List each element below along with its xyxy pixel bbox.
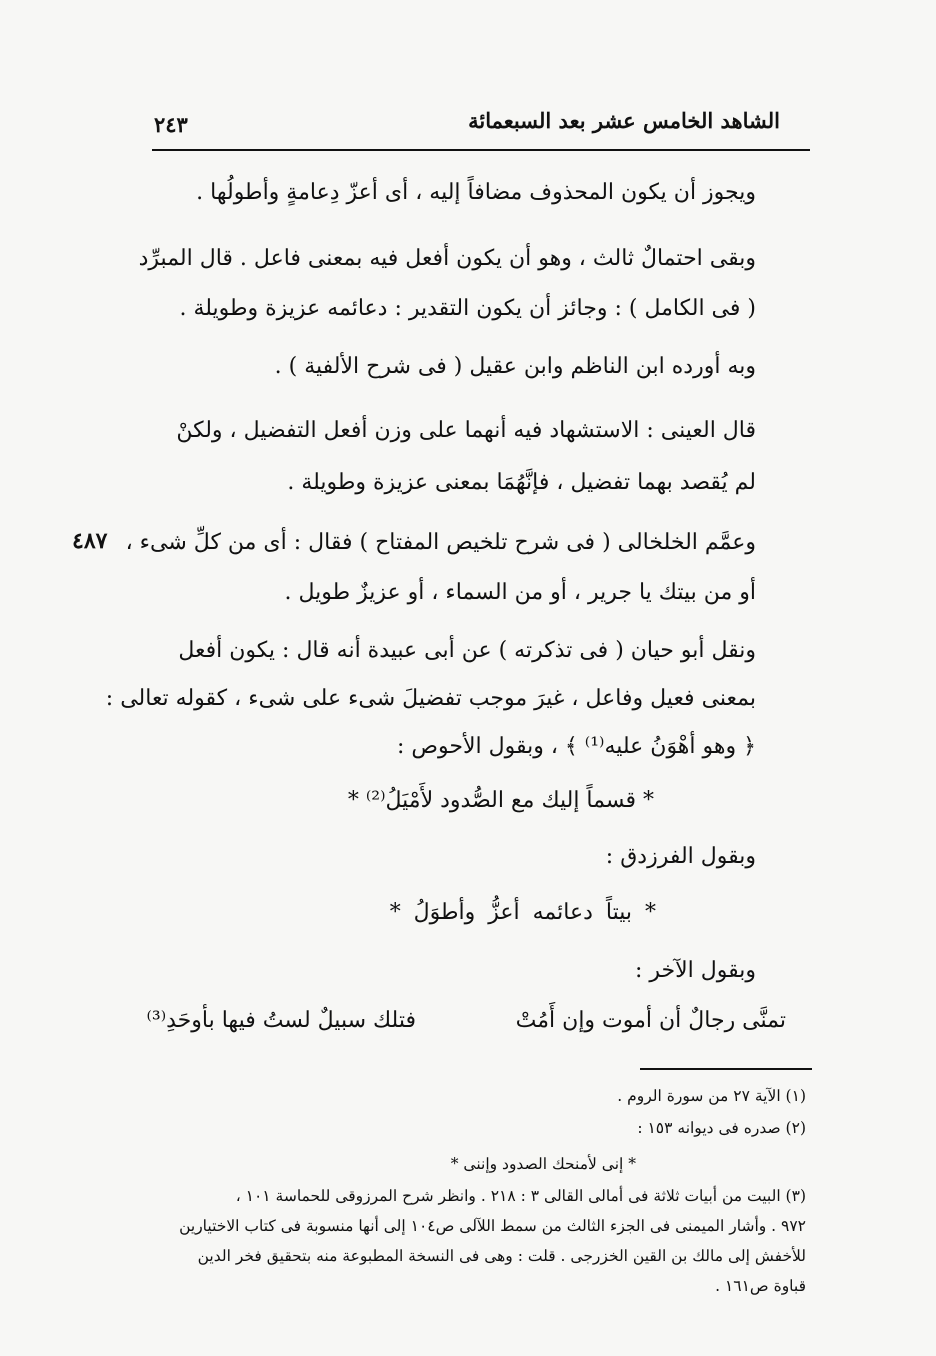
header-rule bbox=[152, 149, 810, 151]
body-line: وعمَّم الخلخالى ( فى شرح تلخيص المفتاح ) فقال : أى من كلِّ شىء ، bbox=[125, 530, 756, 555]
body-line: قال العينى : الاستشهاد فيه أنهما على وزن أفعل التفضيل ، ولكنْ bbox=[176, 418, 756, 443]
footnote-line: (٢) صدره فى ديوانه ١٥٣ : bbox=[637, 1119, 806, 1137]
verse-line: * بيتاً دعائمه أعزُّ وأطوَلُ * bbox=[389, 900, 656, 925]
footnote-line: (٣) البيت من أبيات ثلاثة فى أمالى القالى ٣ : ٢١٨ . وانظر شرح المرزوقى للحماسة ١٠١ ، bbox=[235, 1187, 806, 1205]
body-line: ﴿ وهو أهْوَنُ عليه⁽¹⁾ ﴾ ، وبقول الأحوص : bbox=[396, 734, 756, 759]
verse-hemistich-left: فتلك سبيلٌ لستُ فيها بأوحَدِ⁽³⁾ bbox=[146, 1008, 416, 1033]
verse-hemistich-right: تمنَّى رجالٌ أن أموت وإن أَمُتْ bbox=[515, 1008, 786, 1033]
body-line: وبقول الآخر : bbox=[634, 958, 756, 983]
body-line: لم يُقصد بهما تفضيل ، فإنَّهُمَا بمعنى عزيزة وطويلة . bbox=[287, 470, 756, 495]
footnote-line: ٩٧٢ . وأشار الميمنى فى الجزء الثالث من سمط اللآلى ص١٠٤ إلى أنها منسوبة فى كتاب الاختيارين bbox=[179, 1217, 806, 1235]
footnote-line: قباوة ص١٦١ . bbox=[715, 1277, 806, 1295]
body-line: أو من بيتك يا جرير ، أو من السماء ، أو عزيزٌ طويل . bbox=[284, 580, 756, 605]
footnote-line: للأخفش إلى مالك بن القين الخزرجى . قلت : وهى فى النسخة المطبوعة منه بتحقيق فخر الدين bbox=[197, 1247, 806, 1265]
footnote-line: (١) الآية ٢٧ من سورة الروم . bbox=[617, 1087, 806, 1105]
body-line: ( فى الكامل ) : وجائز أن يكون التقدير : دعائمه عزيزة وطويلة . bbox=[179, 296, 756, 321]
body-line: ويجوز أن يكون المحذوف مضافاً إليه ، أى أعزّ دِعامةٍ وأطولُها . bbox=[196, 180, 756, 205]
body-line: وبقول الفرزدق : bbox=[605, 844, 756, 869]
footnote-rule bbox=[640, 1068, 812, 1070]
body-line: بمعنى فعيل وفاعل ، غيرَ موجب تفضيلَ شىء على شىء ، كقوله تعالى : bbox=[105, 686, 756, 711]
body-line: وبقى احتمالٌ ثالث ، وهو أن يكون أفعل فيه بمعنى فاعل . قال المبرِّد bbox=[138, 246, 756, 271]
margin-number: ٤٨٧ bbox=[72, 528, 108, 554]
page-number: ٢٤٣ bbox=[154, 112, 188, 137]
body-line: وبه أورده ابن الناظم وابن عقيل ( فى شرح الألفية ) . bbox=[274, 354, 756, 379]
footnote-verse: * إنى لأمنحك الصدود وإننى * bbox=[450, 1155, 636, 1173]
verse-line: * قسماً إليك مع الصُّدود لأَمْيَلُ⁽²⁾ * bbox=[347, 788, 654, 813]
running-header-title: الشاهد الخامس عشر بعد السبعمائة bbox=[468, 108, 780, 133]
body-line: ونقل أبو حيان ( فى تذكرته ) عن أبى عبيدة أنه قال : يكون أفعل bbox=[178, 638, 756, 663]
